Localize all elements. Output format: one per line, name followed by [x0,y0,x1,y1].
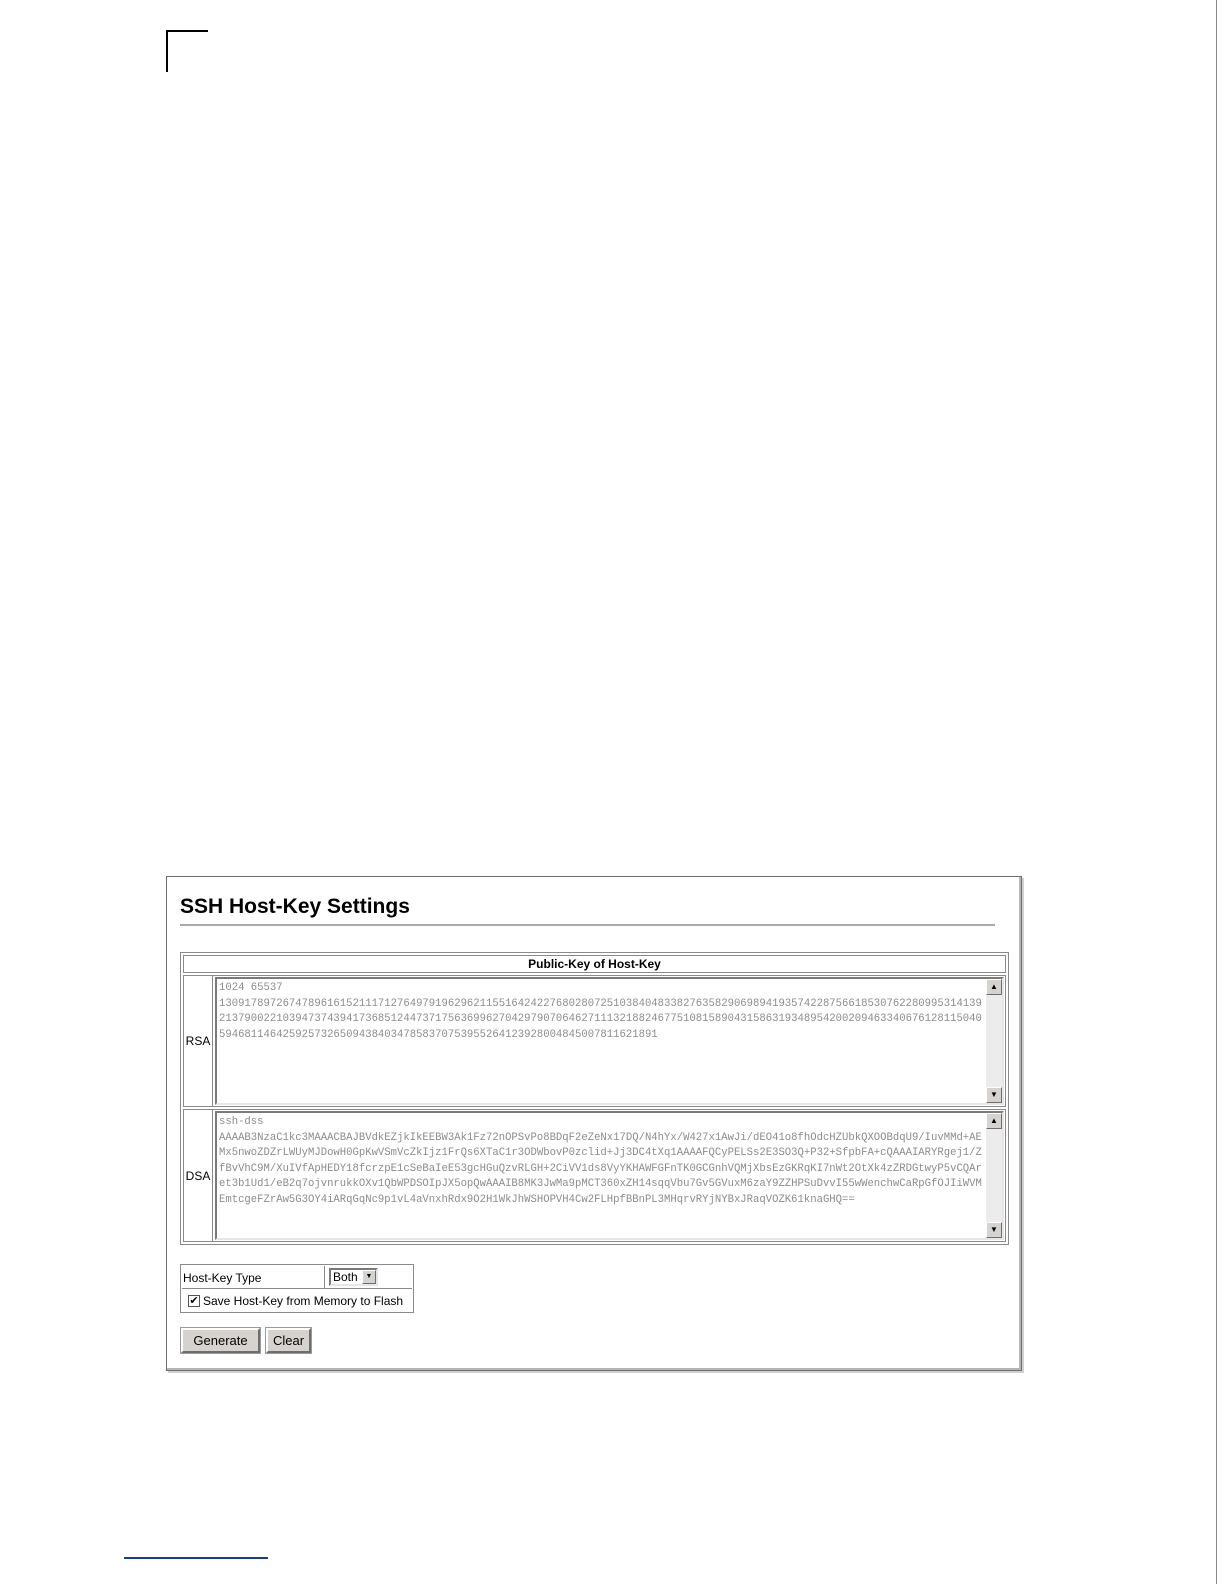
host-key-options-table [180,1264,414,1313]
dsa-key-row [183,1109,1006,1242]
scroll-down-arrow-icon[interactable]: ▼ [986,1087,1002,1103]
rsa-key-row [183,975,1006,1107]
column-divider [324,1266,325,1288]
save-host-key-label: Save Host-Key from Memory to Flash [203,1294,404,1308]
dsa-key-value: ssh-dss AAAAB3NzaC1kc3MAAACBAJBVdkEZjkIkEEBW3Ak1Fz72nOPSvPo8BDqF2eZeNx17DQ/N4hYx/W427x1AwJi/dEO41o8fhOdcHZUbkQXOOBdqU9/IuvMMd+AEMx5nwoZDZrLWUyMJDowH0GpKwVSmVcZkIjz1FrQs6XTaC1r3ODWbovP0zclid+Jj3DC4tXq1AAAAFQCyPELSs2E3SO3Q+P32+SfpbFA+cQAAAIARYRgej1/ZfBvVhC9M/XuIVfApHEDY18fcrzpE1cSeBaIeE53gcHGuQzvRLGH+2CiVV1ds8VyYKHAWFGFnTK0GCGnhVQMjXbsEzGKRqKI7nWt2OtXk4zZRDGtwyP5vCQAret3b1Ud1/eB2q7ojvnrukkOXv1QbWPDSOIpJX5opQwAAAIB8MK3JwMa9pMCT360xZH14sqqVbu7Gv5GVuxM6zaY9ZZHPSuDvvI55wWenchwCaRpGfOJIiWVMEmtcgeFZrAw5G3OY4iARqGqNc9p1vL4aVnxhRdx9O2H1WkJhWSHOPVH4Cw2FLHpfBBnPL3MHqrvRYjNYBxJRaqVOZK61knaGHQ== [219,1116,982,1206]
crop-mark-vertical [166,30,168,72]
ssh-host-key-settings-panel [166,876,1022,1371]
dsa-key-textarea[interactable] [215,1111,1004,1240]
save-host-key-checkbox[interactable]: ✔ [189,1295,199,1307]
scroll-down-arrow-icon[interactable]: ▼ [986,1222,1002,1238]
rsa-label: RSA [184,976,213,1106]
rsa-key-value: 1024 65537 130917897267478961615211171276497919629621155164242276802807251038404833827635829069894193574228756618530762280995314139213790022103947374394173685124473717563699627042979070646271113218824677510815890431586319348954200209463340676128115040594681146425925732650943840347858370753955264123928004845007811621891 [219,982,982,1041]
save-host-key-row [182,1290,412,1312]
page-title: SSH Host-Key Settings [180,895,410,918]
host-key-type-label: Host-Key Type [183,1271,262,1285]
clear-button[interactable]: Clear [266,1328,311,1353]
public-key-table-header: Public-Key of Host-Key [183,955,1006,973]
title-divider [180,924,995,927]
generate-button[interactable]: Generate [181,1328,260,1353]
dsa-label: DSA [184,1110,213,1241]
scroll-up-arrow-icon[interactable]: ▲ [986,1113,1002,1129]
chevron-down-icon[interactable]: ▼ [362,1270,376,1284]
host-key-type-row [182,1266,412,1289]
dsa-scrollbar[interactable] [986,1113,1002,1238]
rsa-key-textarea[interactable] [215,977,1004,1105]
rsa-scrollbar[interactable] [986,979,1002,1103]
footer-link-rule [124,1557,268,1559]
public-key-table [180,952,1009,1245]
host-key-type-select[interactable] [329,1268,378,1286]
scroll-up-arrow-icon[interactable]: ▲ [986,979,1002,995]
crop-mark-horizontal [166,30,208,32]
host-key-type-value: Both [333,1270,358,1284]
page-edge-line [1216,0,1217,1584]
